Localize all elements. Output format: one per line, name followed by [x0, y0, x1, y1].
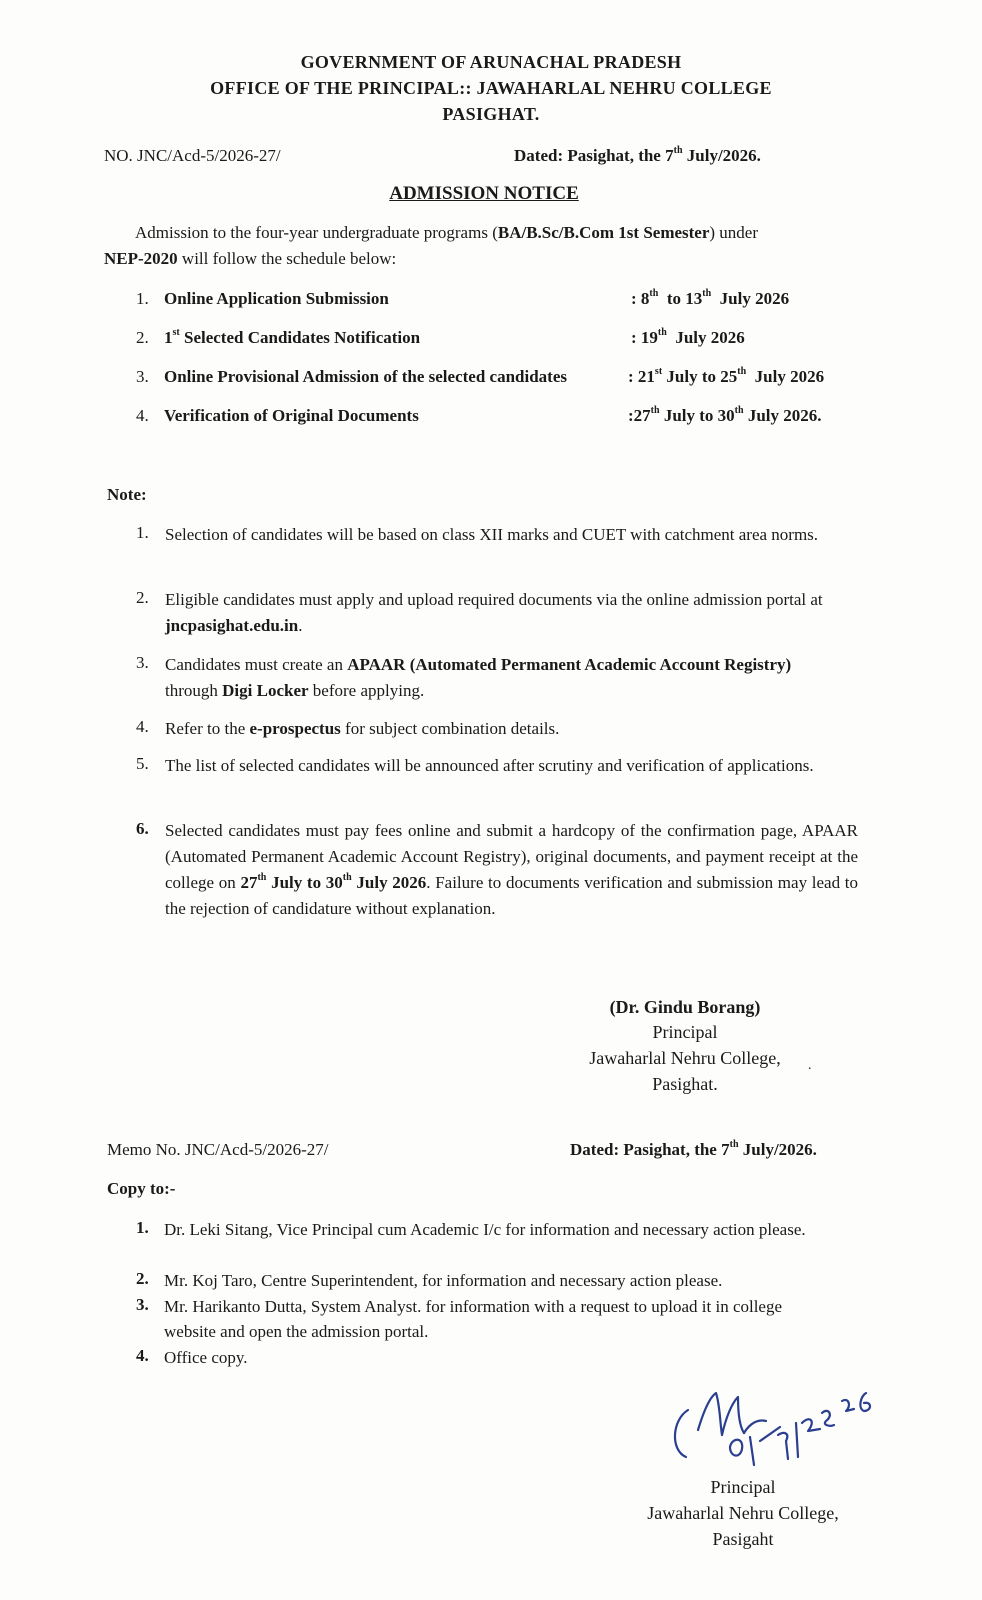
copy-number: 2. — [136, 1269, 149, 1288]
copy-item: Office copy. — [164, 1348, 248, 1367]
copy-number: 1. — [136, 1218, 149, 1237]
note-number: 4. — [136, 717, 149, 736]
copy-item: Dr. Leki Sitang, Vice Principal cum Academic I/c for information and necessary action please. — [164, 1220, 806, 1239]
schedule-date: : 19th July 2026 — [631, 327, 745, 347]
signatory-place: Pasigaht — [712, 1529, 774, 1549]
copy-item: Mr. Harikanto Dutta, System Analyst. for information with a request to upload it in college website and open the admission portal. — [164, 1297, 783, 1341]
notice-title: ADMISSION NOTICE — [389, 183, 579, 204]
intro-line-1: Admission to the four-year undergraduate programs (BA/B.Sc/B.Com 1st Semester) under — [135, 223, 759, 242]
note-item: Selection of candidates will be based on class XII marks and CUET with catchment area norms. — [165, 525, 819, 544]
note-number: 2. — [136, 588, 149, 607]
note-item: The list of selected candidates will be announced after scrutiny and verification of applications. — [165, 756, 814, 775]
schedule-number: 4. — [136, 406, 149, 425]
header-line-place: PASIGHAT. — [442, 104, 540, 124]
note-number: 6. — [136, 819, 149, 838]
note-number: 3. — [136, 653, 149, 672]
schedule-label: Online Application Submission — [164, 289, 389, 308]
signatory-designation: Principal — [710, 1477, 776, 1497]
reference-date: Dated: Pasighat, the 7th July/2026. — [514, 145, 761, 165]
signatory-place: Pasighat. — [652, 1074, 718, 1094]
header-line-office: OFFICE OF THE PRINCIPAL:: JAWAHARLAL NEHRU COLLEGE — [210, 78, 772, 98]
schedule-number: 3. — [136, 367, 149, 386]
copy-heading: Copy to:- — [107, 1179, 176, 1198]
signatory-name: (Dr. Gindu Borang) — [609, 997, 761, 1017]
header-line-government: GOVERNMENT OF ARUNACHAL PRADESH — [300, 52, 682, 72]
copy-number: 3. — [136, 1295, 149, 1314]
intro-line-2: NEP-2020 will follow the schedule below: — [104, 249, 397, 268]
signatory-designation: Principal — [652, 1022, 718, 1042]
note-item: Selected candidates must pay fees online and submit a hardcopy of the confirmation page, APAAR (Automated Permanent Academic Account Registry), original documents, and payment receipt at the college on 27th July to 30th July 2026. Failure to documents verification and submission may lead to the rejection of candidature without explanation. — [165, 821, 858, 918]
memo-number: Memo No. JNC/Acd-5/2026-27/ — [107, 1140, 329, 1159]
memo-date: Dated: Pasighat, the 7th July/2026. — [570, 1139, 817, 1159]
handwritten-signature — [660, 1375, 900, 1475]
note-number: 5. — [136, 754, 149, 773]
schedule-label: Verification of Original Documents — [164, 406, 419, 425]
schedule-date: : 8th to 13th July 2026 — [631, 288, 790, 308]
note-item: Candidates must create an APAAR (Automated Permanent Academic Account Registry) through Digi Locker before applying. — [165, 655, 792, 700]
schedule-date: :27th July to 30th July 2026. — [628, 405, 822, 425]
schedule-label: 1st Selected Candidates Notification — [164, 327, 421, 347]
schedule-number: 1. — [136, 289, 149, 308]
reference-number: NO. JNC/Acd-5/2026-27/ — [104, 146, 281, 165]
note-number: 1. — [136, 523, 149, 542]
note-item: Eligible candidates must apply and upload required documents via the online admission portal at jncpasighat.edu.in. — [165, 590, 823, 635]
stray-mark: . — [808, 1058, 812, 1073]
note-heading: Note: — [107, 485, 147, 504]
signatory-college: Jawaharlal Nehru College, — [589, 1048, 781, 1068]
copy-item: Mr. Koj Taro, Centre Superintendent, for information and necessary action please. — [164, 1271, 723, 1290]
note-item: Refer to the e-prospectus for subject combination details. — [165, 719, 560, 738]
copy-number: 4. — [136, 1346, 149, 1365]
schedule-label: Online Provisional Admission of the selected candidates — [164, 367, 567, 386]
schedule-date: : 21st July to 25th July 2026 — [628, 366, 825, 386]
schedule-number: 2. — [136, 328, 149, 347]
signatory-college: Jawaharlal Nehru College, — [647, 1503, 839, 1523]
